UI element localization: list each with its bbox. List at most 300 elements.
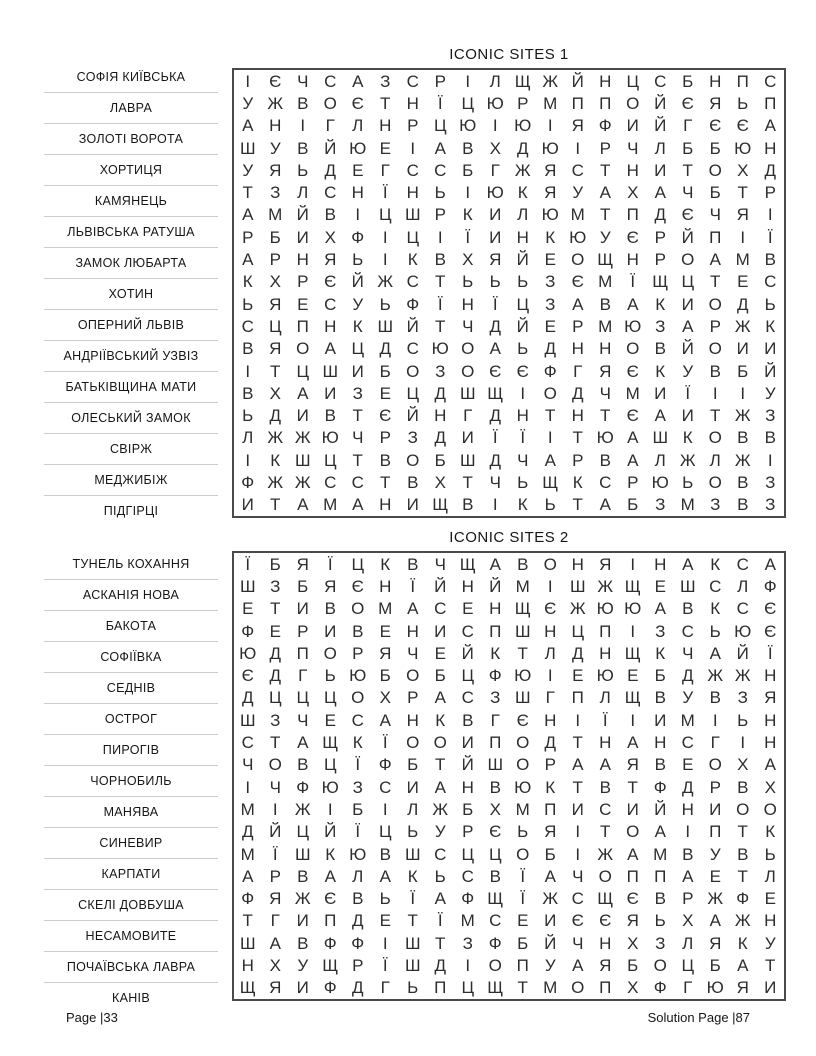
grid-letter: И [681, 406, 694, 426]
grid-letter: У [242, 93, 254, 113]
grid-letter: Е [379, 911, 391, 931]
grid-letter: В [489, 777, 501, 797]
grid-letter: В [297, 138, 309, 158]
grid-letter: Є [764, 599, 777, 619]
grid-letter: І [327, 799, 333, 819]
grid-letter: Ц [461, 666, 475, 686]
grid-letter: Ж [432, 799, 449, 819]
grid-letter: Ц [323, 450, 337, 470]
grid-letter: Б [434, 450, 446, 470]
grid-letter: Р [462, 822, 474, 842]
grid-letter: Ю [569, 227, 587, 247]
grid-letter: О [708, 339, 722, 359]
grid-letter: У [242, 160, 254, 180]
grid-letter: Д [324, 160, 336, 180]
grid-letter: З [737, 688, 748, 708]
grid-letter: У [709, 844, 721, 864]
grid-letter: Р [682, 889, 694, 909]
grid-letter: О [296, 339, 310, 359]
grid-letter: У [599, 227, 611, 247]
grid-letter: Щ [514, 71, 531, 91]
grid-letter: Б [517, 933, 529, 953]
grid-letter: В [764, 250, 776, 270]
grid-letter: Т [600, 406, 611, 426]
grid-letter: Л [737, 576, 749, 596]
grid-letter: Г [463, 406, 473, 426]
grid-letter: Ш [459, 383, 476, 403]
grid-letter: С [434, 599, 447, 619]
grid-letter: Ї [630, 272, 636, 292]
grid-letter: Ц [406, 383, 420, 403]
grid-letter: В [737, 495, 749, 515]
grid-letter: И [626, 799, 639, 819]
grid-letter: Є [626, 227, 639, 247]
grid-letter: А [242, 866, 254, 886]
grid-letter: И [406, 777, 419, 797]
grid-letter: Ч [489, 473, 501, 493]
grid-letter: Ю [734, 138, 752, 158]
grid-letter: В [297, 93, 309, 113]
grid-letter: З [270, 183, 281, 203]
grid-letter: Н [599, 643, 612, 663]
grid-letter: Ь [407, 822, 419, 842]
grid-letter: Л [489, 71, 501, 91]
word-list-item: КАРПАТИ [44, 859, 218, 890]
grid-letter: Х [489, 138, 501, 158]
grid-letter: О [763, 799, 777, 819]
grid-letter: М [240, 799, 255, 819]
grid-letter: Є [489, 361, 502, 381]
grid-letter: Р [297, 272, 309, 292]
grid-letter: Ї [410, 576, 416, 596]
grid-letter: О [708, 473, 722, 493]
grid-letter: Й [489, 576, 502, 596]
grid-letter: Х [269, 956, 281, 976]
grid-letter: Й [654, 116, 667, 136]
grid-letter: Ш [459, 450, 476, 470]
grid-letter: Ч [407, 643, 419, 663]
grid-letter: А [627, 844, 639, 864]
grid-letter: Ї [685, 383, 691, 403]
grid-letter: І [575, 138, 581, 158]
word-list-item: ПОЧАЇВСЬКА ЛАВРА [44, 952, 218, 983]
grid-letter: Й [681, 339, 694, 359]
grid-letter: Д [489, 406, 501, 426]
grid-letter: П [489, 621, 502, 641]
grid-letter: Щ [514, 599, 531, 619]
grid-letter: Ц [378, 205, 392, 225]
grid-letter: О [708, 428, 722, 448]
grid-letter: Н [544, 710, 557, 730]
grid-letter: З [270, 710, 281, 730]
grid-letter: Н [269, 116, 282, 136]
grid-letter: Н [599, 71, 612, 91]
grid-letter: Ь [544, 495, 556, 515]
grid-letter: Т [435, 755, 446, 775]
grid-letter: П [434, 978, 447, 998]
grid-letter: К [737, 933, 748, 953]
grid-letter: О [516, 844, 530, 864]
grid-letter: Я [324, 250, 337, 270]
grid-letter: О [681, 250, 695, 270]
grid-letter: Є [516, 710, 529, 730]
grid-letter: Е [764, 889, 776, 909]
grid-letter: Т [270, 361, 281, 381]
grid-letter: Л [544, 643, 556, 663]
grid-letter: Ф [653, 777, 667, 797]
word-list-item: ЧОРНОБИЛЬ [44, 766, 218, 797]
grid-letter: Д [489, 316, 501, 336]
grid-letter: Х [269, 383, 281, 403]
grid-letter: П [544, 799, 557, 819]
grid-letter: С [241, 316, 254, 336]
grid-letter: Т [710, 272, 721, 292]
grid-letter: Ц [268, 688, 282, 708]
grid-letter: Ц [323, 688, 337, 708]
grid-letter: Ч [352, 428, 364, 448]
grid-letter: А [654, 822, 666, 842]
grid-letter: В [324, 406, 336, 426]
grid-letter: Т [572, 777, 583, 797]
grid-letter: П [599, 621, 612, 641]
grid-letter: Р [709, 316, 721, 336]
grid-letter: Ш [652, 428, 669, 448]
grid-letter: Й [516, 250, 529, 270]
grid-letter: А [352, 495, 364, 515]
grid-letter: Ю [349, 138, 367, 158]
grid-letter: А [544, 450, 556, 470]
grid-letter: Е [297, 294, 309, 314]
grid-letter: А [242, 205, 254, 225]
grid-letter: Е [737, 272, 749, 292]
grid-letter: Ж [267, 473, 284, 493]
grid-letter: Ї [437, 93, 443, 113]
grid-letter: А [379, 866, 391, 886]
grid-letter: Х [462, 250, 474, 270]
grid-letter: Т [600, 205, 611, 225]
grid-letter: Ю [596, 599, 614, 619]
grid-letter: Г [270, 911, 280, 931]
grid-letter: С [764, 272, 777, 292]
grid-letter: Ч [242, 755, 254, 775]
grid-letter: В [352, 889, 364, 909]
grid-letter: Й [654, 799, 667, 819]
grid-letter: Д [544, 733, 556, 753]
grid-letter: І [630, 710, 636, 730]
grid-letter: Я [544, 183, 557, 203]
grid-letter: А [682, 866, 694, 886]
grid-letter: Ю [431, 339, 449, 359]
grid-letter: Д [681, 777, 694, 797]
grid-letter: Н [461, 294, 474, 314]
grid-letter: Л [517, 205, 529, 225]
grid-letter: М [460, 911, 475, 931]
grid-letter: А [654, 183, 666, 203]
grid-letter: Н [599, 933, 612, 953]
grid-letter: С [599, 473, 612, 493]
grid-letter: А [297, 383, 309, 403]
grid-letter: Р [269, 250, 281, 270]
grid-letter: А [434, 889, 446, 909]
grid-letter: Ф [241, 621, 255, 641]
grid-letter: И [241, 495, 254, 515]
grid-letter: Л [407, 799, 419, 819]
grid-letter: Є [324, 889, 337, 909]
grid-letter: Д [681, 666, 694, 686]
grid-letter: Ж [267, 428, 284, 448]
grid-letter: Ю [706, 978, 724, 998]
grid-letter: Ш [404, 205, 421, 225]
grid-letter: В [407, 473, 419, 493]
grid-letter: Б [434, 666, 446, 686]
grid-letter: Л [764, 866, 776, 886]
grid-letter: В [379, 450, 391, 470]
grid-letter: І [547, 666, 553, 686]
grid-letter: Й [736, 643, 749, 663]
grid-letter: Ь [517, 272, 529, 292]
grid-letter: І [547, 576, 553, 596]
grid-letter: Г [490, 160, 500, 180]
grid-letter: Ї [492, 294, 498, 314]
grid-letter: Б [462, 799, 474, 819]
grid-letter: Ю [459, 116, 477, 136]
grid-letter: О [598, 866, 612, 886]
grid-letter: Н [406, 710, 419, 730]
grid-letter: Я [324, 576, 337, 596]
grid-letter: І [630, 621, 636, 641]
grid-letter: Є [626, 361, 639, 381]
grid-letter: Е [352, 160, 364, 180]
grid-letter: Н [296, 250, 309, 270]
grid-letter: Й [351, 272, 364, 292]
grid-letter: А [737, 956, 749, 976]
grid-letter: М [680, 495, 695, 515]
grid-letter: Р [654, 250, 666, 270]
grid-letter: Ж [734, 450, 751, 470]
grid-letter: Ь [242, 294, 254, 314]
grid-letter: Х [434, 473, 446, 493]
grid-letter: Ч [682, 643, 694, 663]
grid-letter: Ї [767, 227, 773, 247]
grid-letter: З [655, 495, 666, 515]
grid-letter: Л [709, 450, 721, 470]
grid-letter: Т [545, 406, 556, 426]
grid-letter: О [461, 339, 475, 359]
grid-letter: Т [627, 777, 638, 797]
grid-letter: К [407, 866, 418, 886]
grid-letter: С [406, 160, 419, 180]
grid-letter: И [654, 710, 667, 730]
grid-letter: І [465, 956, 471, 976]
grid-letter: Н [626, 250, 639, 270]
grid-letter: Ж [542, 889, 559, 909]
grid-letter: Г [710, 733, 720, 753]
grid-letter: С [461, 621, 474, 641]
grid-letter: С [461, 866, 474, 886]
grid-letter: П [516, 956, 529, 976]
grid-letter: Й [461, 755, 474, 775]
grid-letter: Ф [736, 889, 750, 909]
grid-letter: В [764, 428, 776, 448]
grid-letter: І [245, 450, 251, 470]
grid-letter: Ь [517, 339, 529, 359]
grid-letter: І [245, 777, 251, 797]
grid-letter: Ф [543, 361, 557, 381]
grid-letter: Ц [461, 844, 475, 864]
grid-letter: І [492, 495, 498, 515]
grid-letter: Ш [239, 576, 256, 596]
grid-letter: З [765, 406, 776, 426]
grid-letter: Ч [462, 316, 474, 336]
grid-letter: Л [599, 688, 611, 708]
grid-letter: О [323, 93, 337, 113]
word-list-item: ОСТРОГ [44, 704, 218, 735]
grid-letter: С [571, 160, 584, 180]
grid-letter: Ж [734, 666, 751, 686]
grid-letter: К [545, 227, 556, 247]
grid-letter: В [654, 339, 666, 359]
grid-letter: Я [296, 554, 309, 574]
grid-letter: Г [380, 160, 390, 180]
grid-letter: Т [765, 956, 776, 976]
grid-letter: Ж [377, 272, 394, 292]
grid-letter: А [379, 710, 391, 730]
grid-letter: І [245, 71, 251, 91]
grid-letter: Ї [272, 844, 278, 864]
grid-letter: Й [544, 933, 557, 953]
grid-letter: Ж [294, 889, 311, 909]
grid-letter: Д [379, 339, 391, 359]
grid-letter: Ф [323, 933, 337, 953]
grid-letter: Б [462, 160, 474, 180]
grid-letter: В [297, 755, 309, 775]
grid-letter: Е [544, 316, 556, 336]
grid-letter: А [627, 294, 639, 314]
grid-letter: В [462, 138, 474, 158]
grid-letter: Ц [268, 316, 282, 336]
grid-letter: О [488, 956, 502, 976]
grid-letter: Ь [352, 250, 364, 270]
grid-letter: В [599, 450, 611, 470]
grid-letter: И [406, 495, 419, 515]
puzzle-1-word-list [44, 62, 218, 526]
grid-letter: И [324, 383, 337, 403]
grid-letter: Є [709, 116, 722, 136]
grid-letter: Н [626, 160, 639, 180]
grid-letter: Ш [294, 450, 311, 470]
grid-letter: Ч [269, 777, 281, 797]
grid-letter: З [545, 294, 556, 314]
grid-letter: М [735, 250, 750, 270]
grid-letter: Ь [297, 160, 309, 180]
grid-letter: І [300, 116, 306, 136]
grid-letter: Ж [569, 599, 586, 619]
grid-letter: Ц [681, 956, 695, 976]
grid-letter: Г [380, 978, 390, 998]
grid-letter: У [682, 361, 694, 381]
grid-letter: П [736, 71, 749, 91]
grid-letter: У [352, 294, 364, 314]
grid-letter: И [461, 428, 474, 448]
word-list-item: СЕДНІВ [44, 673, 218, 704]
grid-letter: Х [489, 799, 501, 819]
grid-letter: А [572, 956, 584, 976]
grid-letter: К [462, 205, 473, 225]
grid-letter: З [545, 272, 556, 292]
grid-letter: К [270, 450, 281, 470]
grid-letter: І [575, 844, 581, 864]
grid-letter: Й [434, 576, 447, 596]
grid-letter: М [680, 710, 695, 730]
grid-letter: Х [764, 777, 776, 797]
grid-letter: Н [571, 406, 584, 426]
grid-letter: Н [599, 733, 612, 753]
grid-letter: Щ [624, 643, 641, 663]
grid-letter: Е [572, 666, 584, 686]
grid-letter: Л [654, 138, 666, 158]
grid-letter: В [324, 205, 336, 225]
grid-letter: С [434, 160, 447, 180]
grid-letter: Ї [355, 822, 361, 842]
grid-letter: К [655, 294, 666, 314]
grid-letter: В [297, 933, 309, 953]
grid-letter: П [296, 643, 309, 663]
grid-letter: А [709, 643, 721, 663]
grid-letter: Ч [709, 205, 721, 225]
word-list-item: КАНІВ [112, 991, 150, 1005]
grid-letter: И [296, 978, 309, 998]
grid-letter: Б [269, 227, 281, 247]
word-list-item: СОФІЇВКА [44, 642, 218, 673]
grid-letter: Б [682, 138, 694, 158]
grid-letter: З [490, 688, 501, 708]
word-list-item: МАНЯВА [44, 797, 218, 828]
grid-letter: І [712, 710, 718, 730]
grid-letter: Ю [514, 666, 532, 686]
grid-letter: К [655, 643, 666, 663]
grid-letter: Р [572, 450, 584, 470]
grid-letter: І [465, 183, 471, 203]
grid-letter: Е [544, 250, 556, 270]
grid-letter: Ю [486, 183, 504, 203]
grid-letter: Є [269, 71, 282, 91]
grid-letter: В [709, 688, 721, 708]
grid-letter: П [599, 978, 612, 998]
grid-letter: И [461, 733, 474, 753]
grid-letter: Ш [404, 933, 421, 953]
grid-letter: Ц [681, 272, 695, 292]
grid-letter: Р [297, 621, 309, 641]
grid-letter: О [406, 450, 420, 470]
grid-letter: В [599, 294, 611, 314]
grid-letter: Н [379, 495, 392, 515]
grid-letter: Ї [520, 428, 526, 448]
grid-letter: Ц [351, 554, 365, 574]
grid-letter: О [516, 733, 530, 753]
grid-letter: Х [627, 183, 639, 203]
grid-letter: К [352, 733, 363, 753]
grid-letter: Е [654, 576, 666, 596]
grid-letter: Ш [239, 138, 256, 158]
grid-letter: О [433, 733, 447, 753]
grid-letter: Р [407, 688, 419, 708]
grid-letter: Д [489, 450, 501, 470]
word-list-item: БАКОТА [44, 611, 218, 642]
grid-letter: И [709, 799, 722, 819]
grid-letter: К [765, 316, 776, 336]
grid-letter: Т [380, 473, 391, 493]
grid-letter: А [434, 777, 446, 797]
